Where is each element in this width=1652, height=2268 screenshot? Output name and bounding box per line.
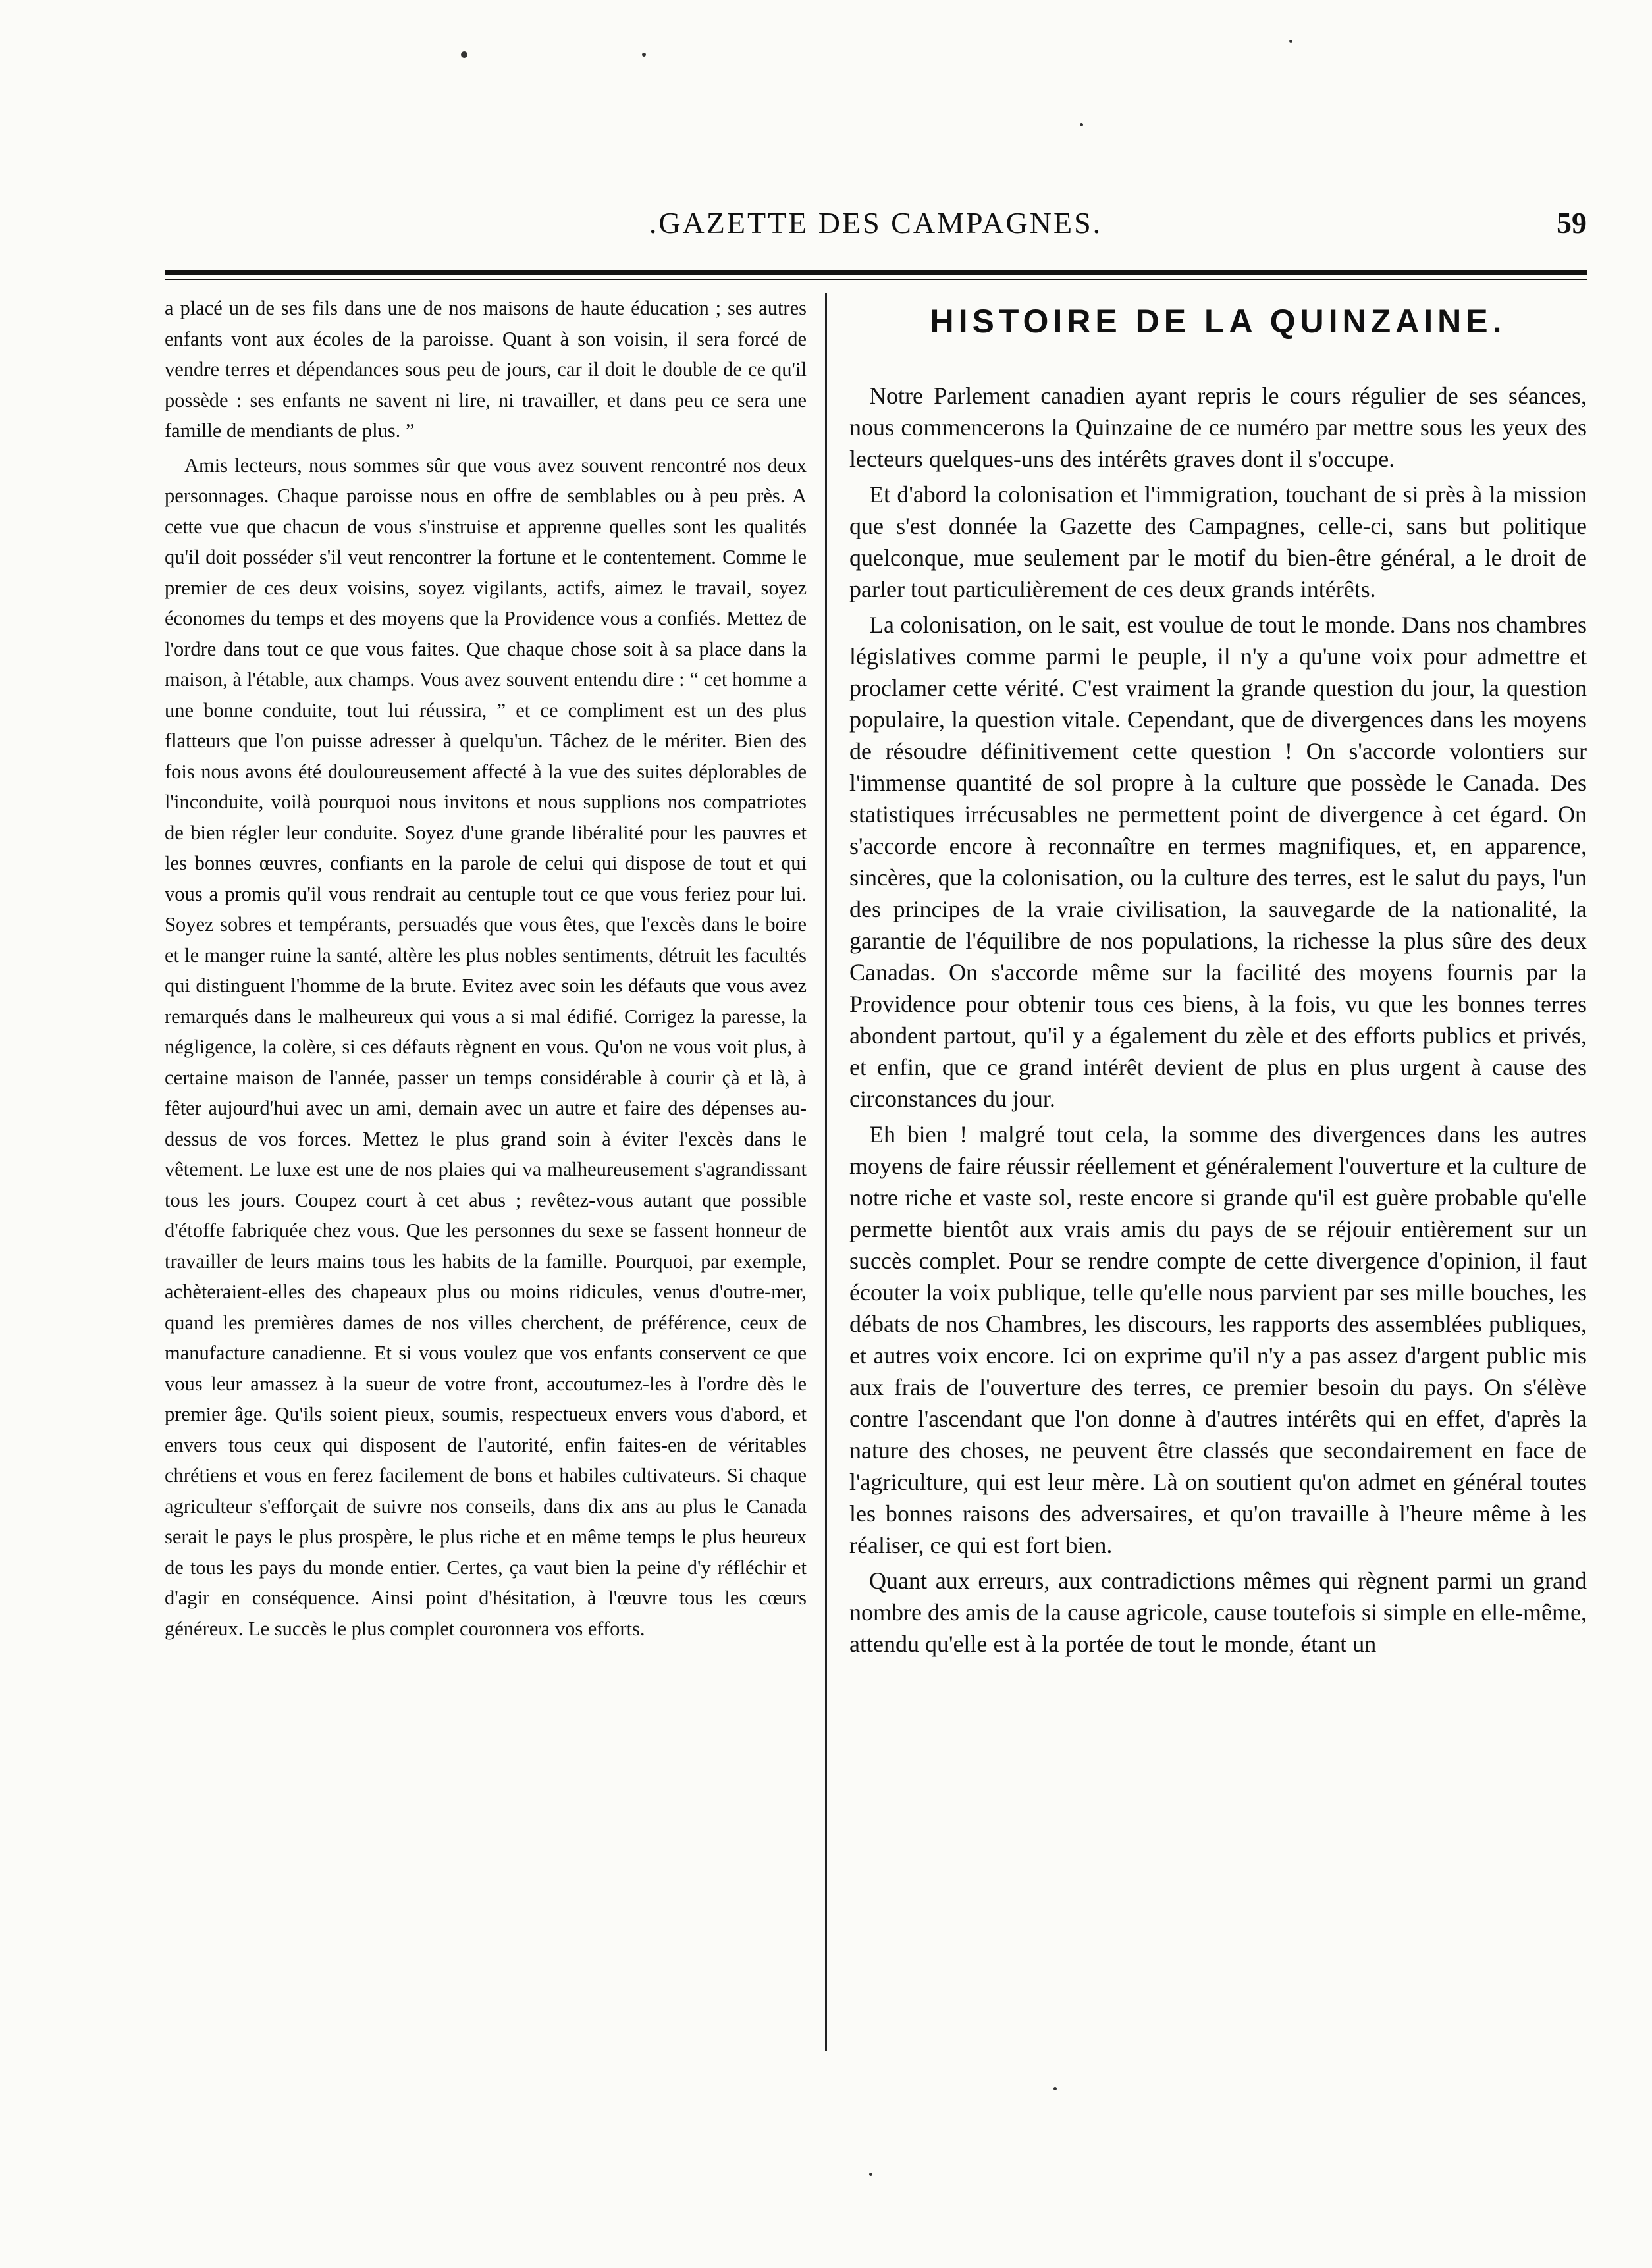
page-number: 59 — [1557, 206, 1587, 240]
section-title: HISTOIRE DE LA QUINZAINE. — [930, 303, 1506, 340]
ink-speck — [1289, 40, 1292, 43]
ink-speck — [642, 53, 646, 57]
right-paragraph-5: Quant aux erreurs, aux contradictions mêmes qui règnent parmi un grand nombre des amis de la cause agricole, cause toutefois si simple en elle-même, attendu qu'elle est à la portée de tout le monde, étant un — [849, 1568, 1587, 1657]
ink-speck — [1080, 123, 1083, 126]
running-title: .GAZETTE DES CAMPAGNES. — [649, 206, 1103, 240]
page-header — [165, 205, 1587, 258]
right-paragraph-1: Notre Parlement canadien ayant repris le cours régulier de ses séances, nous commencerons la Quinzaine de ce numéro par mettre sous les yeux des lecteurs quelques-uns des intérêts graves dont il s'occupe. — [849, 382, 1587, 472]
header-rule-thin — [165, 279, 1587, 280]
right-paragraph-4: Eh bien ! malgré tout cela, la somme des divergences dans les autres moyens de faire réussir réellement et généralement l'ouverture et la culture de notre riche et vaste sol, reste encore si grande qu'il est guère probable qu'elle permette bientôt aux vrais amis du pays de se réjouir entièrement sur un succès complet. Pour se rendre compte de cette divergence d'opinion, il faut écouter la voix publique, telle qu'elle nous parvient par ses mille bouches, les débats de nos Chambres, les discours, les rapports des assemblées publiques, et autres voix encore. Ici on exprime qu'il n'y a pas assez d'argent public mis aux frais de l'ouverture des terres, ce premier besoin du pays. On s'élève contre l'ascendant que l'on donne à d'autres intérêts qui en effet, d'après la nature des choses, ne peuvent être classés que secondairement en face de l'agriculture, qui est leur mère. Là on soutient qu'on admet en général toutes les bonnes raisons des adversaires, et qu'on travaille à l'heure même à les réaliser, ce qui est fort bien. — [849, 1121, 1587, 1558]
ink-speck — [461, 51, 467, 58]
right-paragraph-3: La colonisation, on le sait, est voulue de tout le monde. Dans nos chambres législatives comme parmi le peuple, il n'y a qu'une voix pour admettre et proclamer cette vérité. C'est vraiment la grande question du jour, la question populaire, la question vitale. Cependant, que de divergences dans les moyens de résoudre définitivement cette question ! On s'accorde volontiers sur l'immense quantité de sol propre à la culture que possède le Canada. Des statistiques irrécusables ne permettent point de divergence à cet égard. On s'accorde encore à reconnaître en termes magnifiques, et, en apparence, sincères, que la colonisation, ou la culture des terres, est le salut du pays, l'un des principes de la vraie civilisation, la sauvegarde de la nationalité, la garantie de l'équilibre de nos populations, la richesse la plus sûre des deux Canadas. On s'accorde même sur la facilité des moyens fournis par la Providence pour obtenir tous ces biens, à la fois, vu que les bonnes terres abondent partout, qu'il y a également du zèle et des efforts publics et privés, et enfin, que ce grand intérêt devient de plus en plus urgent à cause des circonstances du jour. — [849, 612, 1587, 1112]
ink-speck — [1053, 2087, 1057, 2090]
left-paragraph-1: a placé un de ses fils dans une de nos maisons de haute éducation ; ses autres enfants vont aux écoles de la paroisse. Quant à son voisin, il sera forcé de vendre terres et dépendances sous peu de jours, car il doit le double de ce qu'il possède : ses enfants ne savent ni lire, ni travailler, et dans peu ce sera une famille de mendiants de plus. ” — [165, 297, 807, 442]
column-divider — [825, 293, 827, 2051]
header-rule — [165, 270, 1587, 275]
right-column — [849, 293, 1587, 1664]
right-paragraph-2: Et d'abord la colonisation et l'immigration, touchant de si près à la mission que s'est donnée la Gazette des Campagnes, celle-ci, sans but politique quelconque, mue seulement par le motif du bien-être général, a le droit de parler tout particulièrement de ces deux grands intérêts. — [849, 481, 1587, 602]
left-column — [165, 293, 807, 1648]
ink-speck — [869, 2173, 872, 2176]
left-paragraph-2: Amis lecteurs, nous sommes sûr que vous avez souvent rencontré nos deux personnages. Chaque paroisse nous en offre de semblables ou à peu près. A cette vue que chacun de vous s'instruise et apprenne quelles sont les qualités qu'il doit posséder s'il veut rencontrer la fortune et le contentement. Comme le premier de ces deux voisins, soyez vigilants, actifs, aimez le travail, soyez économes du temps et des moyens que la Providence vous a confiés. Mettez de l'ordre dans tout ce que vous faites. Que chaque chose soit à sa place dans la maison, à l'étable, aux champs. Vous avez souvent entendu dire : “ cet homme a une bonne conduite, tout lui réussira, ” et ce compliment est un des plus flatteurs que l'on puisse adresser à quelqu'un. Tâchez de le mériter. Bien des fois nous avons été douloureusement affecté à la vue des suites déplorables de l'inconduite, voilà pourquoi nous invitons et nous supplions nos compatriotes de bien régler leur conduite. Soyez d'une grande libéralité pour les pauvres et les bonnes œuvres, confiants en la parole de celui qui dispose de tout et qui vous a promis qu'il vous rendrait au centuple tout ce que vous feriez pour lui. Soyez sobres et tempérants, persuadés que vous êtes, que l'excès dans le boire et le manger ruine la santé, altère les plus nobles sentiments, détruit les facultés qui distinguent l'homme de la brute. Evitez avec soin les défauts que vous avez remarqués dans le malheureux qui vous a si mal édifié. Corrigez la paresse, la négligence, la colère, si ces défauts règnent en vous. Qu'on ne vous voit plus, à certaine maison de l'année, passer un temps considérable à courir çà et là, à fêter aujourd'hui avec un ami, demain avec un autre et faire des dépenses au-dessus de vos forces. Mettez le plus grand soin à éviter l'excès dans le vêtement. Le luxe est une de nos plaies qui va malheureusement s'agrandissant tous les jours. Coupez court à cet abus ; revêtez-vous autant que possible d'étoffe fabriquée chez vous. Que les personnes du sexe se fassent honneur de travailler de leurs mains tous les habits de la famille. Pourquoi, par exemple, achèteraient-elles des chapeaux plus ou moins ridicules, venus d'outre-mer, quand les premières dames de nos villes cherchent, de préférence, ceux de manufacture canadienne. Et si vous voulez que vos enfants conservent ce que vous leur amassez à la sueur de votre front, accoutumez-les à l'ordre dès le premier âge. Qu'ils soient pieux, soumis, respectueux envers vous d'abord, et envers tous ceux qui disposent de l'autorité, enfin faites-en de véritables chrétiens et vous en ferez facilement de bons et habiles cultivateurs. Si chaque agriculteur s'efforçait de suivre nos conseils, dans dix ans au plus le Canada serait le pays le plus prospère, le plus riche et en même temps le plus heureux de tous les pays du monde entier. Certes, ça vaut bien la peine d'y réfléchir et d'agir en conséquence. Ainsi point d'hésitation, à l'œuvre tous les cœurs généreux. Le succès le plus complet couronnera vos efforts. — [165, 454, 807, 1640]
